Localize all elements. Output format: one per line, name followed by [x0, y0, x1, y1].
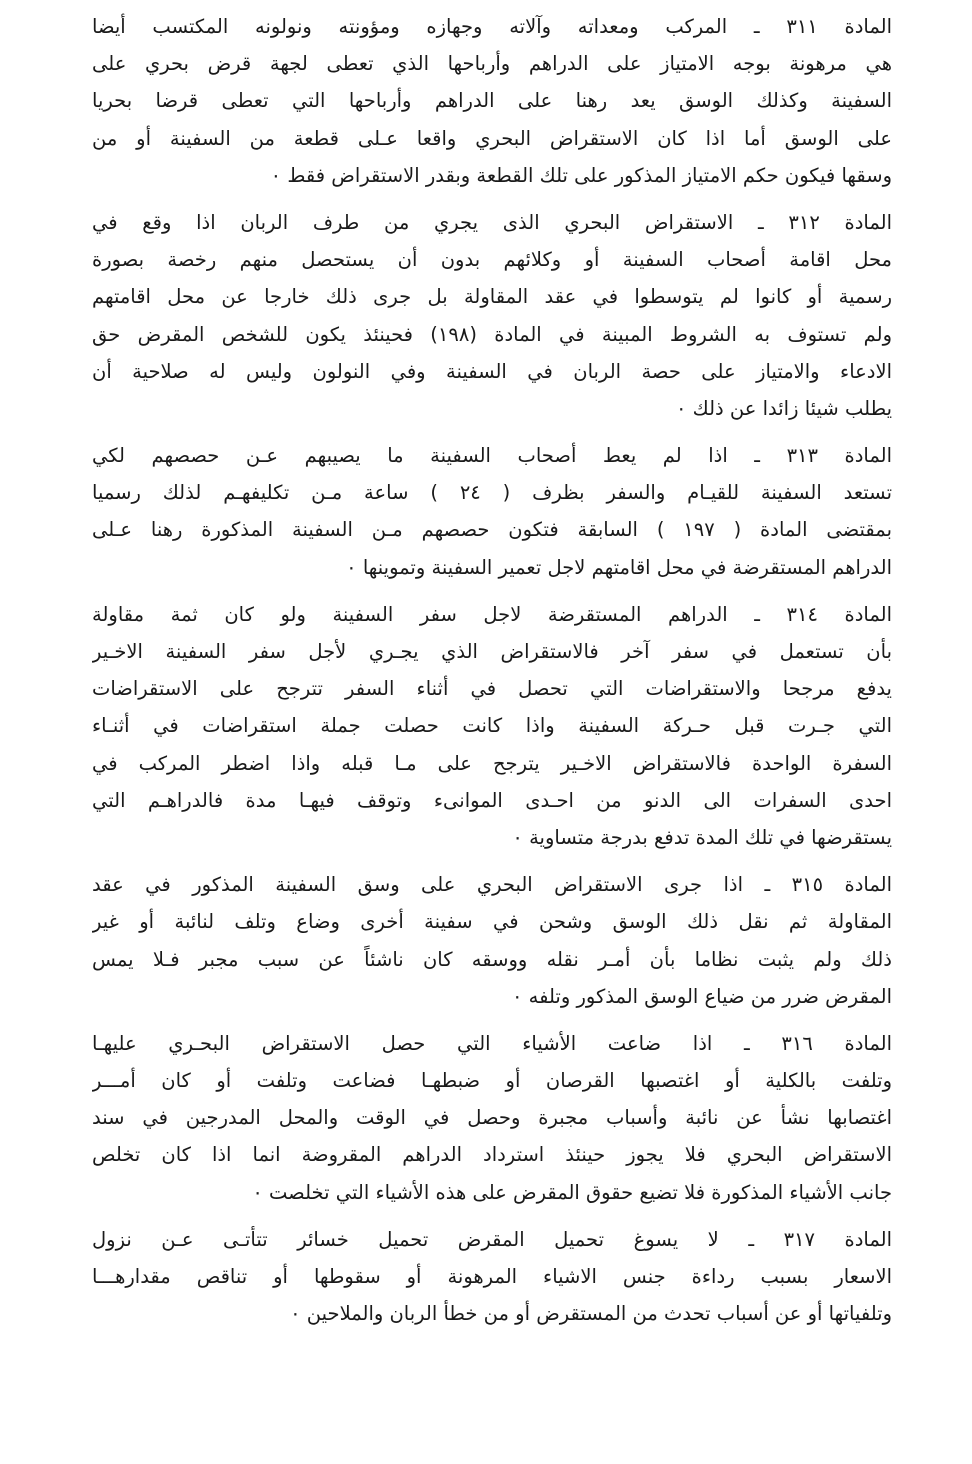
article-line: السفرة الواحدة فالاستقراض الاخـير يترجح على مـا قبله واذا اضطر المركب في — [92, 751, 892, 775]
article-line: المادة ٣١٦ ـ اذا ضاعت الأشياء التي حصل الاستقراض البحـري عليهـا — [92, 1031, 892, 1055]
article-line: ذلك ولم يثبت نظاما بأن أمـر نقله ووسقه كان ناشئاً عن سبب مجبر فـلا يمس — [92, 947, 892, 971]
article-line: المقرض ضرر من ضياع الوسق المذكور وتلفه ٠ — [511, 984, 892, 1008]
document-body — [92, 8, 892, 1342]
article-paragraph — [92, 1025, 892, 1211]
article-line: على الوسق أما اذا كان الاستقراض البحري واقعا عـلى قطعة من السفينة أو من — [92, 126, 892, 150]
article-line: جانب الأشياء المذكورة فلا تضيع حقوق المقرض على هذه الأشياء التي تخلصت ٠ — [252, 1180, 892, 1204]
article-paragraph — [92, 204, 892, 427]
article-line: بأن تستعمل في سفر آخر فالاستقراض الذي يجـري لأجل سفر السفينة الاخـير — [92, 640, 892, 663]
article-line: المقاولة ثم نقل ذلك الوسق وشحن في سفينة أخرى وضاع وتلف لنائبة أو غير — [92, 910, 892, 934]
article-line: السفينة وكذلك الوسق يعد رهنا على الدراهم وأرباحها التي تعطى قرضا بحريا — [92, 89, 892, 113]
article-line: يدفع مرجحا والاستقراضات التي تحصل في أثناء السفر تترجح على الاستقراضات — [92, 677, 892, 701]
article-line: المادة ٣١٥ ـ اذا جرى الاستقراض البحري على وسق السفينة المذكور في عقد — [92, 873, 892, 897]
article-line: المادة ٣١٢ ـ الاستقراض البحري الذى يجري من طرف الربان اذا وقع في — [92, 210, 892, 234]
article-line: الاستقراض البحري فلا يجوز حينئذ استرداد الدراهم المقروضة انما اذا كان تخلص — [92, 1143, 892, 1167]
article-line: وتلفت بالكلية أو اغتصبها القرصان أو ضبطهـا فضاعت وتلفت أو كان أمـــر — [92, 1069, 892, 1093]
article-paragraph — [92, 596, 892, 856]
article-line: الدراهم المستقرضة في محل اقامتهم لاجل تعمير السفينة وتموينها ٠ — [346, 555, 892, 579]
article-line: احدى السفرات الى الدنو من احـدى الموانىء وتوقف فيهـا مدة فالدراهـم التي — [92, 788, 892, 812]
article-paragraph — [92, 437, 892, 586]
article-line: وتلفياتها أو عن أسباب تحدث من المستقرض أو من خطأ الربان والملاحين ٠ — [290, 1302, 892, 1326]
article-line: المادة ٣١٤ ـ الدراهم المستقرضة لاجل سفر السفينة ولو كان ثمة مقاولة — [92, 602, 892, 626]
article-paragraph — [92, 8, 892, 194]
article-line: المادة ٣١٧ ـ لا يسوغ تحميل المقرض تحميل خسائر تتأتـى عـن نزول — [92, 1227, 892, 1251]
article-line: المادة ٣١٣ ـ اذا لم يعط أصحاب السفينة ما يصيبهم عـن حصصهم لكي — [92, 444, 892, 468]
article-line: رسمية أو كانوا لم يتوسطوا في عقد المقاولة بل جرى ذلك خارجا عن محل اقامتهم — [92, 285, 892, 309]
article-line: محل اقامة أصحاب السفينة أو وكلائهم بدون أن يستحصل منهم رخصة بصورة — [92, 248, 892, 272]
article-paragraph — [92, 866, 892, 1015]
article-line: تستعد السفينة للقيـام والسفر بظرف ( ٢٤ ) ساعة مـن تكليفهـم لذلك رسميا — [92, 481, 892, 505]
article-line: ولم تستوف به الشروط المبينة في المادة (١٩٨) فحينئذ يكون للشخص المقرض حق — [92, 322, 892, 346]
article-line: وسقها فيكون حكم الامتياز المذكور على تلك القطعة وبقدر الاستقراض فقط ٠ — [270, 163, 892, 187]
article-line: الادعاء والامتياز على حصة الربان في السفينة وفي النولون وليس له صلاحية أن — [92, 359, 892, 383]
article-line: بمقتضى المادة ( ١٩٧ ) السابقة فتكون حصصهم مـن السفينة المذكورة رهنا عـلى — [92, 518, 892, 542]
article-line: المادة ٣١١ ـ المركب ومعداته وآلاته وجهازه ومؤونته ونولونه المكتسب أيضا — [92, 15, 892, 38]
article-line: هي مرهونة بوجه الامتياز على الدراهم وأرباحها الذي تعطى لجهة قرض بحري على — [92, 52, 892, 76]
article-paragraph — [92, 1221, 892, 1333]
article-line: التي جـرت قبل حـركة السفينة واذا كانت حصلت جملة استقراضات في أثنـاء — [92, 714, 892, 738]
article-line: الاسعار بسبب رداءة جنس الاشياء المرهونة أو سقوطها أو تناقص مقدارهـــا — [92, 1265, 892, 1288]
article-line: يطلب شيئا زائدا عن ذلك ٠ — [675, 396, 892, 420]
article-line: يستقرضها في تلك المدة تدفع بدرجة متساوية ٠ — [512, 825, 892, 849]
article-line: اغتصابها نشأ عن نائبة وأسباب مجبرة وحصل في الوقت والمحل المدرجين في سند — [92, 1106, 892, 1130]
